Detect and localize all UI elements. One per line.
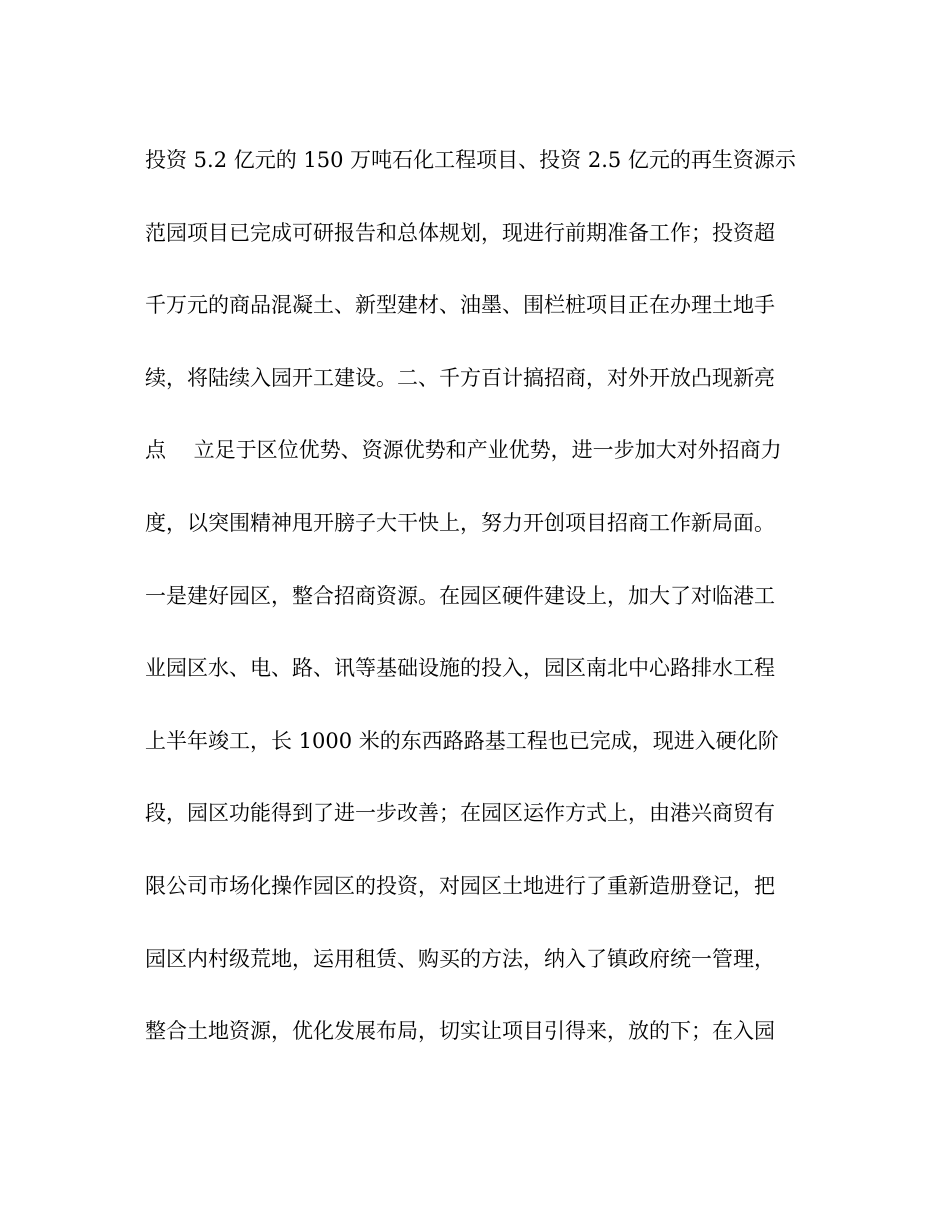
text-line-12: 园区内村级荒地，运用租赁、购买的方法，纳入了镇政府统一管理， [145,946,775,971]
text-line-5: 点 立足于区位优势、资源优势和产业优势，进一步加大对外招商力 [145,438,782,463]
text-line-8: 业园区水、电、路、讯等基础设施的投入，园区南北中心路排水工程 [145,656,775,681]
text-line-10: 段，园区功能得到了进一步改善；在园区运作方式上，由港兴商贸有 [145,801,775,826]
text-line-13: 整合土地资源，优化发展布局，切实让项目引得来，放的下；在入园 [145,1019,775,1044]
text-line-9: 上半年竣工，长 1000 米的东西路路基工程也已完成，现进入硬化阶 [145,728,779,753]
text-line-7: 一是建好园区，整合招商资源。在园区硬件建设上，加大了对临港工 [145,583,775,608]
text-line-4: 续，将陆续入园开工建设。二、千方百计搞招商，对外开放凸现新亮 [145,365,775,390]
text-line-6: 度，以突围精神甩开膀子大干快上，努力开创项目招商工作新局面。 [145,510,775,535]
text-line-2: 范园项目已完成可研报告和总体规划，现进行前期准备工作；投资超 [145,220,775,245]
text-line-3: 千万元的商品混凝土、新型建材、油墨、围栏桩项目正在办理土地手 [145,293,775,318]
text-line-11: 限公司市场化操作园区的投资，对园区土地进行了重新造册登记，把 [145,873,775,898]
text-line-1: 投资 5.2 亿元的 150 万吨石化工程项目、投资 2.5 亿元的再生资源示 [145,148,796,172]
body-text [145,138,810,1082]
